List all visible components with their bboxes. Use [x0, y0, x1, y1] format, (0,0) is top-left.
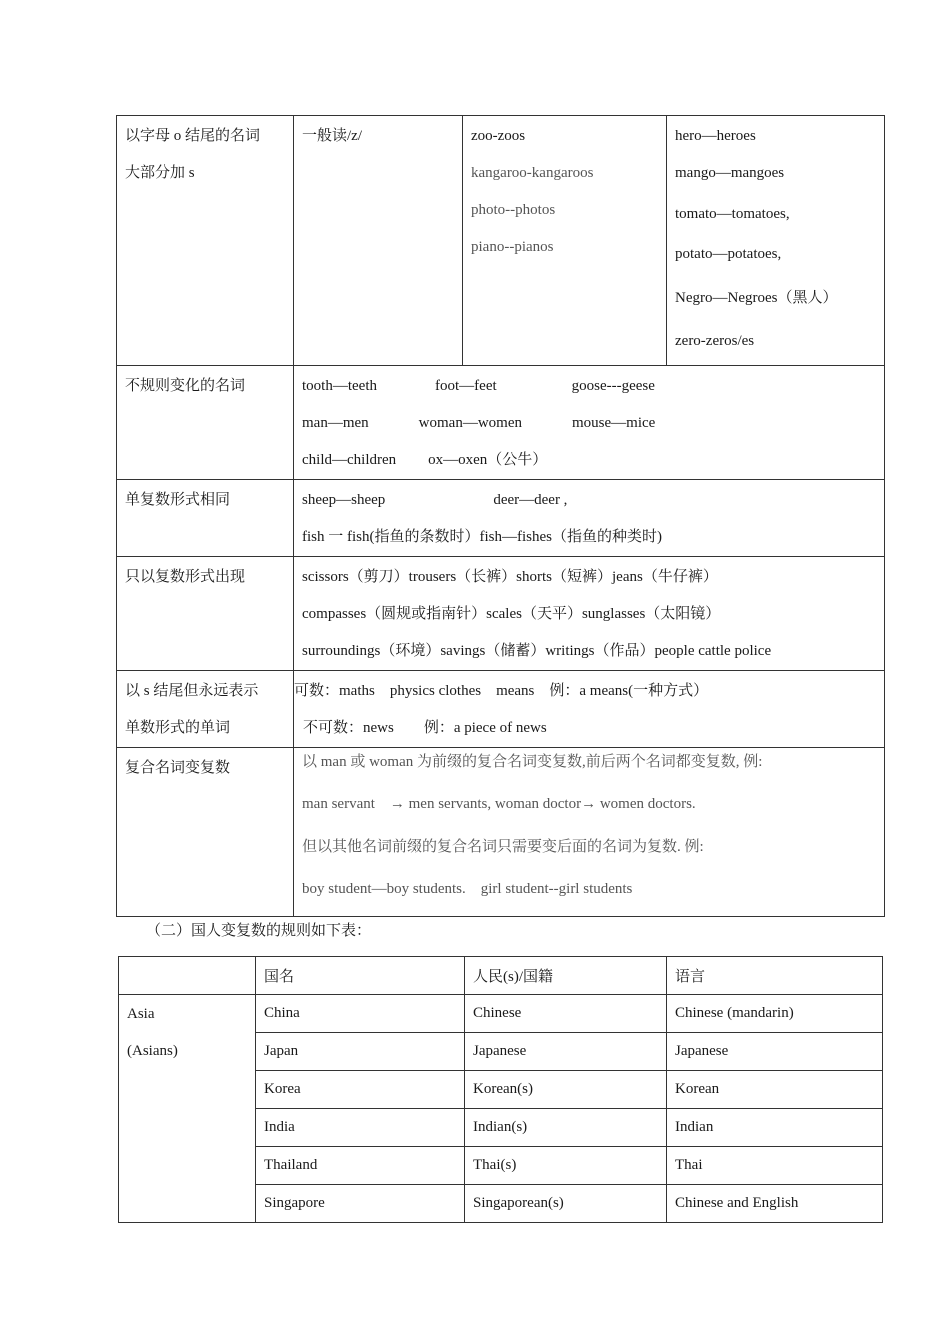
country-cell: Korea	[256, 1071, 465, 1109]
example-cell: 以 man 或 woman 为前缀的复合名词变复数,前后两个名词都变复数, 例: man servant → men servants, woman doctor→ women doctors. 但以其他名词前缀的复合名词只需要变后面的名词为复数. 例: boy student—boy students. girl student--girl students	[294, 748, 885, 917]
rule-category: 以 s 结尾但永远表示 单数形式的单词	[117, 671, 294, 748]
table-row	[117, 557, 885, 671]
table-row	[117, 116, 885, 366]
table-row	[119, 995, 883, 1033]
table-row	[117, 366, 885, 480]
people-cell: Korean(s)	[465, 1071, 667, 1109]
rule-category: 以字母 o 结尾的名词 大部分加 s	[117, 116, 294, 366]
pronunciation-cell: 一般读/z/	[294, 116, 463, 366]
people-cell: Thai(s)	[465, 1147, 667, 1185]
table-row	[117, 480, 885, 557]
language-cell: Korean	[667, 1071, 883, 1109]
example-cell: 可数：maths physics clothes means 例：a means(一种方式） 不可数：news 例：a piece of news	[294, 671, 885, 748]
noun-plural-rules-table	[116, 115, 885, 917]
exception-cell: hero—heroes mango—mangoes tomato—tomatoes, potato—potatoes, Negro—Negroes（黑人） zero-zeros/es	[667, 116, 885, 366]
people-cell: Japanese	[465, 1033, 667, 1071]
example-cell: tooth—teeth foot—feet goose---geese man—men woman—women mouse—mice child—children ox—oxen（公牛）	[294, 366, 885, 480]
column-header: 人民(s)/国籍	[465, 957, 667, 995]
example-cell: zoo-zoos kangaroo-kangaroos photo--photos piano--pianos	[463, 116, 667, 366]
region-cell: Asia (Asians)	[119, 995, 256, 1223]
rule-category: 复合名词变复数	[117, 748, 294, 917]
language-cell: Thai	[667, 1147, 883, 1185]
people-cell: Chinese	[465, 995, 667, 1033]
section-heading: （二）国人变复数的规则如下表：	[146, 923, 372, 939]
table-row	[117, 671, 885, 748]
country-cell: Thailand	[256, 1147, 465, 1185]
language-cell: Chinese (mandarin)	[667, 995, 883, 1033]
rule-category: 单复数形式相同	[117, 480, 294, 557]
example-cell: sheep—sheep deer—deer , fish 一 fish(指鱼的条数时）fish—fishes（指鱼的种类时)	[294, 480, 885, 557]
country-cell: Japan	[256, 1033, 465, 1071]
table-header-row	[119, 957, 883, 995]
country-cell: China	[256, 995, 465, 1033]
language-cell: Chinese and English	[667, 1185, 883, 1223]
country-cell: Singapore	[256, 1185, 465, 1223]
column-header	[119, 957, 256, 995]
language-cell: Japanese	[667, 1033, 883, 1071]
rule-category: 不规则变化的名词	[117, 366, 294, 480]
country-cell: India	[256, 1109, 465, 1147]
table-row	[117, 748, 885, 917]
people-cell: Indian(s)	[465, 1109, 667, 1147]
example-cell: scissors（剪刀）trousers（长裤）shorts（短裤）jeans（牛仔裤） compasses（圆规或指南针）scales（天平）sunglasses（太阳镜） surroundings（环境）savings（储蓄）writings（作品）people cattle police	[294, 557, 885, 671]
nationality-table	[118, 956, 883, 1223]
rule-category: 只以复数形式出现	[117, 557, 294, 671]
language-cell: Indian	[667, 1109, 883, 1147]
column-header: 国名	[256, 957, 465, 995]
people-cell: Singaporean(s)	[465, 1185, 667, 1223]
column-header: 语言	[667, 957, 883, 995]
